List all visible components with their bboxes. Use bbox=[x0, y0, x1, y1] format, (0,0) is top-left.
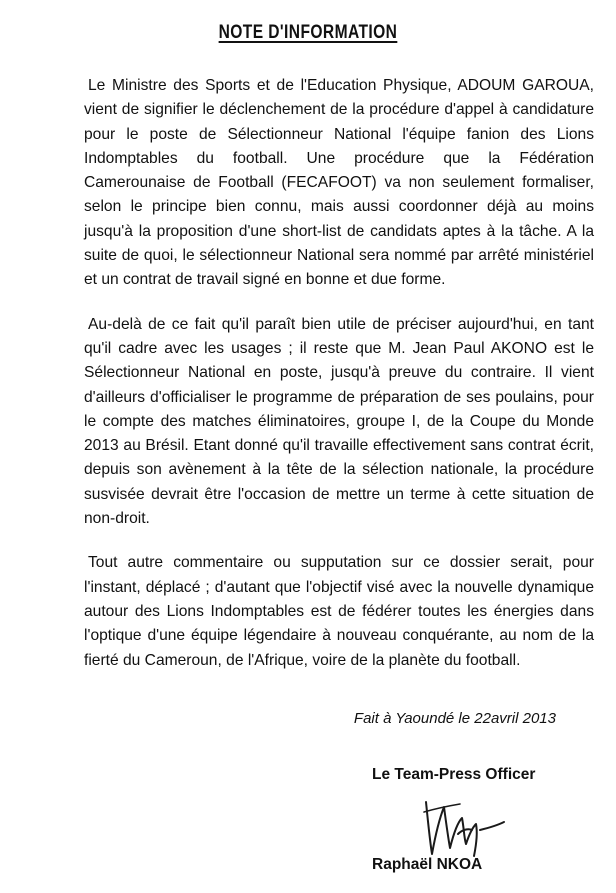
title-text: NOTE D'INFORMATION bbox=[218, 22, 398, 43]
handwritten-signature bbox=[418, 782, 508, 860]
paragraph-3: Tout autre commentaire ou supputation sur ce dossier serait, pour l'instant, déplacé ; d'autant que l'objectif visé avec la nouvelle dynamique autour des Lions Indomptables est de fédérer toutes les énergies dans l'optique d'une équipe légendaire à nouveau conquérante, au nom de la fierté du Cameroun, de l'Afrique, voire de la planète du football. bbox=[84, 554, 594, 669]
document-title bbox=[0, 22, 616, 44]
signatory-name: Raphaël NKOA bbox=[372, 856, 483, 873]
paragraph-1: Le Ministre des Sports et de l'Education Physique, ADOUM GAROUA, vient de signifier le déclenchement de la procédure d'appel à candidature pour le poste de Sélectionneur National l'équipe fanion des Lions Indomptables du football. Une procédure que la Fédération Camerounaise de Football (FECAFOOT) va non seulement formaliser, selon le principe bien connu, mais aussi coordonner déjà au moins jusqu'à la proposition d'une short-list de candidats aptes à la tâche. A la suite de quoi, le sélectionneur National sera nommé par arrêté ministériel et un contrat de travail signé en bonne et due forme. bbox=[84, 77, 594, 289]
document-body bbox=[84, 74, 594, 693]
paragraph-2: Au-delà de ce fait qu'il paraît bien utile de préciser aujourd'hui, en tant qu'il cadre avec les usages ; il reste que M. Jean Paul AKONO est le Sélectionneur National en poste, jusqu'à preuve du contraire. Il vient d'ailleurs d'officialiser le programme de préparation de ses poulains, pour le compte des matches éliminatoires, groupe I, de la Coupe du Monde 2013 au Brésil. Etant donné qu'il travaille effectivement sans contrat écrit, depuis son avènement à la tête de la sélection nationale, la procédure susvisée devrait être l'occasion de mettre un terme à cette situation de non-droit. bbox=[84, 315, 594, 528]
signatory-role: Le Team-Press Officer bbox=[372, 766, 536, 783]
place-date: Fait à Yaoundé le 22avril 2013 bbox=[353, 710, 556, 727]
